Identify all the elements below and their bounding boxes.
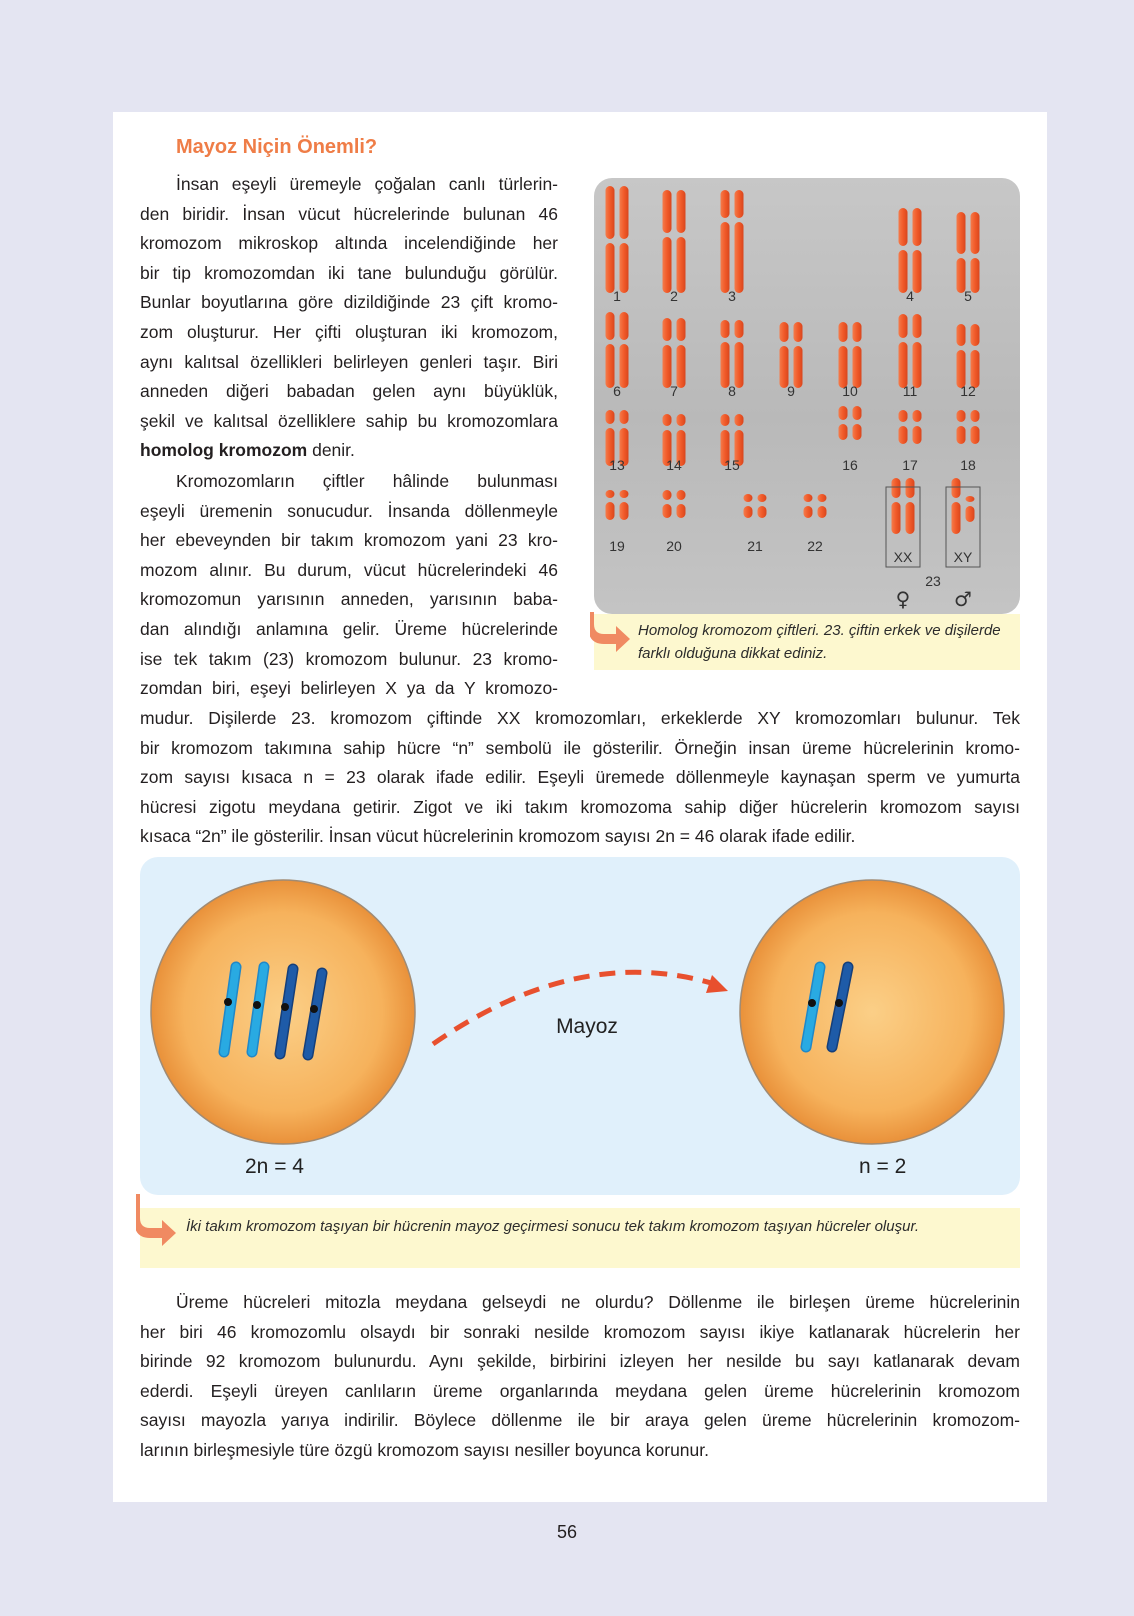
centromere xyxy=(281,1003,289,1011)
chromosome-arm-short xyxy=(899,208,908,246)
pair-number-label: 14 xyxy=(666,457,682,473)
chromosome-arm-long xyxy=(735,342,744,388)
pair-number-label: 18 xyxy=(960,457,976,473)
chromosome-arm-long xyxy=(899,342,908,388)
text-line: her biri 46 kromozomlu olsaydı bir sonraki nesilde kromozom sayısı ikiye katlanarak hücrelerin her xyxy=(140,1321,1020,1342)
chromosome-arm-long xyxy=(606,502,615,520)
centromere xyxy=(253,1001,261,1009)
text-fragment: denir. xyxy=(307,440,355,461)
text-line: şekil ve kalıtsal özelliklere sahip bu kromozomlara xyxy=(140,410,558,431)
chromosome-arm-long xyxy=(744,506,753,518)
text-line: bir kromozom takımına sahip hücre “n” sembolü ile gösterilir. Örneğin insan üreme hücrelerinin kromo- xyxy=(140,737,1020,758)
pair-number-label: 10 xyxy=(842,383,858,399)
pair-number-label: 9 xyxy=(787,383,795,399)
chromosome-arm-long xyxy=(899,426,908,444)
chromosome-arm-short xyxy=(780,322,789,342)
caption-pointer-icon xyxy=(136,1194,180,1246)
text-line: her ebeveynden bir takım kromozom yani 23 kro- xyxy=(140,530,558,551)
chromosome-arm-long xyxy=(957,426,966,444)
pair-number-label: 6 xyxy=(613,383,621,399)
section-title: Mayoz Niçin Önemli? xyxy=(176,136,378,158)
chromosome-arm-short xyxy=(663,318,672,341)
chromosome-arm-long xyxy=(853,424,862,440)
diploid-label: 2n = 4 xyxy=(245,1155,304,1178)
chromosome-arm-long xyxy=(606,243,615,293)
karyotype-figure xyxy=(594,178,1020,614)
karyotype-caption-text: Homolog kromozom çiftleri. 23. çiftin erkek ve dişilerde farklı olduğuna dikkat ediniz. xyxy=(638,622,1001,662)
chromosome-arm-short xyxy=(913,410,922,422)
chromosome-arm-short xyxy=(663,414,672,426)
chromosome-arm-short xyxy=(957,324,966,346)
caption-pointer-icon xyxy=(590,612,634,652)
pair-number-label: 21 xyxy=(747,538,763,554)
chromosome-arm-short xyxy=(606,410,615,424)
centromere xyxy=(224,998,232,1006)
chromosome-arm-long xyxy=(780,346,789,388)
chromosome-arm-short xyxy=(735,414,744,426)
chromosome-arm-short xyxy=(721,190,730,218)
chromosome-arm-long xyxy=(839,424,848,440)
pair-number-label: 20 xyxy=(666,538,682,554)
text-line: kromozom mikroskop altında incelendiğinde her xyxy=(140,233,558,254)
pair-number-label: 4 xyxy=(906,288,914,304)
chromosome-arm-long xyxy=(906,502,915,534)
chromosome-arm-short xyxy=(721,320,730,338)
karyotype-caption xyxy=(594,614,1020,670)
chromosome-arm-short xyxy=(606,490,615,498)
chromosome-arm-long xyxy=(663,237,672,293)
text-line: eşeyli üremenin sonucudur. İnsanda döllenmeyle xyxy=(140,500,558,521)
paragraph-mitosis-question xyxy=(140,1288,1020,1466)
pair-number-label: 12 xyxy=(960,383,976,399)
chromosome-arm-short xyxy=(735,320,744,338)
chromosome-arm-long xyxy=(913,426,922,444)
meiosis-diagram xyxy=(140,857,1020,1195)
chromosome-arm-long xyxy=(663,345,672,388)
chromosome-arm-short xyxy=(744,494,753,502)
haploid-label: n = 2 xyxy=(859,1155,907,1178)
chromosome-arm-long xyxy=(758,506,767,518)
text-line: ederdi. Eşeyli üreyen canlıların üreme organlarında meydana gelen üreme hücrelerinin kromozom xyxy=(140,1380,1020,1401)
paragraph-pairs-continued xyxy=(140,704,1020,852)
text-line: birinde 92 kromozom bulunurdu. Aynı şekilde, birbirini izleyen her nesilde bu sayı katlanarak devam xyxy=(140,1351,1020,1372)
chromosome-arm-short xyxy=(735,190,744,218)
pair-number-label: 7 xyxy=(670,383,678,399)
chromosome-pairs xyxy=(606,186,980,534)
page-number: 56 xyxy=(556,1522,578,1542)
text-line: kısaca “2n” ile gösterilir. İnsan vücut hücrelerinin kromozom sayısı 2n = 46 olarak ifade edilir. xyxy=(140,826,856,847)
pair-number-label: 1 xyxy=(613,288,621,304)
pair-number-label: 15 xyxy=(724,457,740,473)
chromosome-arm-short xyxy=(892,478,901,498)
chromosome-arm-short xyxy=(620,186,629,239)
chromosome-arm-short xyxy=(899,410,908,422)
haploid-cell xyxy=(740,880,1004,1144)
chromosome-arm-long xyxy=(853,346,862,388)
meiosis-caption-text: İki takım kromozom taşıyan bir hücrenin mayoz geçirmesi sonucu tek takım kromozom taşıyan hücreler oluşur. xyxy=(186,1218,920,1235)
chromosome-arm-short xyxy=(677,190,686,233)
text-line: bir tip kromozomdan iki tane bulunduğu görülür. xyxy=(140,262,558,283)
pair-number-label: 17 xyxy=(902,457,918,473)
text-line: İnsan eşeyli üremeyle çoğalan canlı türlerin- xyxy=(176,174,558,194)
chromosome-arm-short xyxy=(906,478,915,498)
mayoz-label: Mayoz xyxy=(556,1015,618,1038)
chromosome-arm-short xyxy=(971,324,980,346)
text-line: Kromozomların çiftler hâlinde bulunması xyxy=(176,471,558,491)
meiosis-caption xyxy=(140,1208,1020,1268)
chromosome-arm-short xyxy=(971,212,980,254)
text-line: hücresi zigotu meydana getirir. Zigot ve iki takım kromozoma sahip diğer hücrelerin kromozom sayısı xyxy=(140,796,1020,817)
text-line: sayısı mayozla yarıya indirilir. Böylece döllenme ile bir araya gelen üreme hücrelerinin kromozom- xyxy=(140,1410,1020,1431)
pair-number-label: 2 xyxy=(670,288,678,304)
arrow-head-icon xyxy=(706,975,728,993)
text-line: mozom alınır. Bu durum, vücut hücrelerindeki 46 xyxy=(140,559,558,580)
chromosome-arm-long xyxy=(839,346,848,388)
chromosome-arm-long xyxy=(913,342,922,388)
chromosome-arm-long xyxy=(677,504,686,518)
chromosome-arm-short xyxy=(818,494,827,502)
chromosome-arm-short xyxy=(677,414,686,426)
chromosome-arm-short xyxy=(663,490,672,500)
chromosome-arm-short xyxy=(606,312,615,340)
chromosome-arm-long xyxy=(677,237,686,293)
chromosome-arm-short xyxy=(606,186,615,239)
chromosome-arm-long xyxy=(620,243,629,293)
pair-23-label: 23 xyxy=(925,573,941,589)
chromosome-arm-long xyxy=(804,506,813,518)
chromosome-arm-short xyxy=(966,496,975,502)
text-line: zom sayısı kısaca n = 23 olarak ifade edilir. Eşeyli üremede döllenmeyle kaynaşan sperm ve yumurta xyxy=(140,767,1020,788)
pair-number-label: 5 xyxy=(964,288,972,304)
chromosome-arm-long xyxy=(899,250,908,293)
chromosome-arm-long xyxy=(952,502,961,534)
xx-label: XX xyxy=(893,549,913,565)
chromosome-arm-long xyxy=(606,344,615,388)
pair-number-label: 3 xyxy=(728,288,736,304)
chromosome-arm-short xyxy=(721,414,730,426)
chromosome-arm-long xyxy=(721,222,730,293)
pair-number-label: 13 xyxy=(609,457,625,473)
chromosome-arm-long xyxy=(677,345,686,388)
chromosome-arm-long xyxy=(966,506,975,522)
text-line: kromozomun yarısının anneden, yarısının baba- xyxy=(140,589,558,610)
text-line: dan alındığı anlamına gelir. Üreme hücrelerinde xyxy=(140,618,558,639)
chromosome-arm-long xyxy=(892,502,901,534)
pair-number-label: 16 xyxy=(842,457,858,473)
pair-number-label: 22 xyxy=(807,538,823,554)
text-line: ise tek takım (23) kromozom bulunur. 23 kromo- xyxy=(140,648,558,669)
male-symbol-icon: ♂ xyxy=(954,587,972,611)
text-line: den biridir. İnsan vücut hücrelerinde bulunan 46 xyxy=(140,203,558,224)
chromosome-arm-short xyxy=(957,410,966,422)
chromosome-arm-long xyxy=(971,426,980,444)
chromosome-arm-short xyxy=(839,406,848,420)
chromosome-arm-short xyxy=(620,410,629,424)
centromere xyxy=(310,1005,318,1013)
bold-term: homolog kromozom xyxy=(140,440,308,461)
chromosome-arm-short xyxy=(620,490,629,498)
karyotype-illustration xyxy=(594,178,1020,614)
chromosome-arm-short xyxy=(839,322,848,342)
text-line xyxy=(140,436,558,466)
pair-number-label: 11 xyxy=(902,383,918,399)
chromosome-arm-long xyxy=(913,250,922,293)
text-line: larının birleşmesiyle türe özgü kromozom sayısı nesiller boyunca korunur. xyxy=(140,1439,709,1460)
chromosome-arm-long xyxy=(721,342,730,388)
chromosome-arm-short xyxy=(804,494,813,502)
chromosome-arm-short xyxy=(899,314,908,338)
text-line: zom oluşturur. Her çifti oluşturan iki kromozom, xyxy=(140,321,558,342)
chromosome-arm-short xyxy=(677,490,686,500)
chromosome-arm-short xyxy=(620,312,629,340)
meiosis-illustration xyxy=(140,857,1020,1195)
chromosome-arm-long xyxy=(620,502,629,520)
text-line: Bunlar boyutlarına göre dizildiğinde 23 çift kromo- xyxy=(140,292,558,313)
pair-number-label: 8 xyxy=(728,383,736,399)
paragraph-homolog xyxy=(140,170,558,466)
chromosome-arm-short xyxy=(794,322,803,342)
chromosome-arm-short xyxy=(853,322,862,342)
chromosome-arm-short xyxy=(971,410,980,422)
chromosome-arm-long xyxy=(794,346,803,388)
chromosome-arm-short xyxy=(957,212,966,254)
text-line: zomdan biri, eşeyi belirleyen X ya da Y kromozo- xyxy=(140,678,558,699)
chromosome-arm-short xyxy=(913,208,922,246)
female-symbol-icon: ♀ xyxy=(895,587,911,611)
text-line: mudur. Dişilerde 23. kromozom çiftinde XX kromozomları, erkeklerde XY kromozomları bulunur. Tek xyxy=(140,708,1020,728)
text-line: Üreme hücreleri mitozla meydana gelseydi ne olurdu? Döllenme ile birleşen üreme hücrelerinin xyxy=(176,1292,1020,1312)
chromosome-arm-short xyxy=(677,318,686,341)
xy-label: XY xyxy=(953,549,973,565)
chromosome-arm-short xyxy=(758,494,767,502)
pair-number-label: 19 xyxy=(609,538,625,554)
centromere xyxy=(808,999,816,1007)
chromosome-arm-short xyxy=(913,314,922,338)
chromosome-arm-long xyxy=(663,504,672,518)
chromosome-arm-short xyxy=(952,478,961,498)
chromosome-arm-long xyxy=(620,344,629,388)
text-line: anneden diğeri babadan gelen aynı büyüklük, xyxy=(140,381,558,402)
chromosome-arm-short xyxy=(663,190,672,233)
chromosome-arm-long xyxy=(735,222,744,293)
text-line: aynı kalıtsal özellikleri belirleyen genleri taşır. Biri xyxy=(140,351,558,372)
centromere xyxy=(835,999,843,1007)
chromosome-arm-short xyxy=(853,406,862,420)
paragraph-pairs xyxy=(140,467,558,704)
chromosome-arm-long xyxy=(818,506,827,518)
